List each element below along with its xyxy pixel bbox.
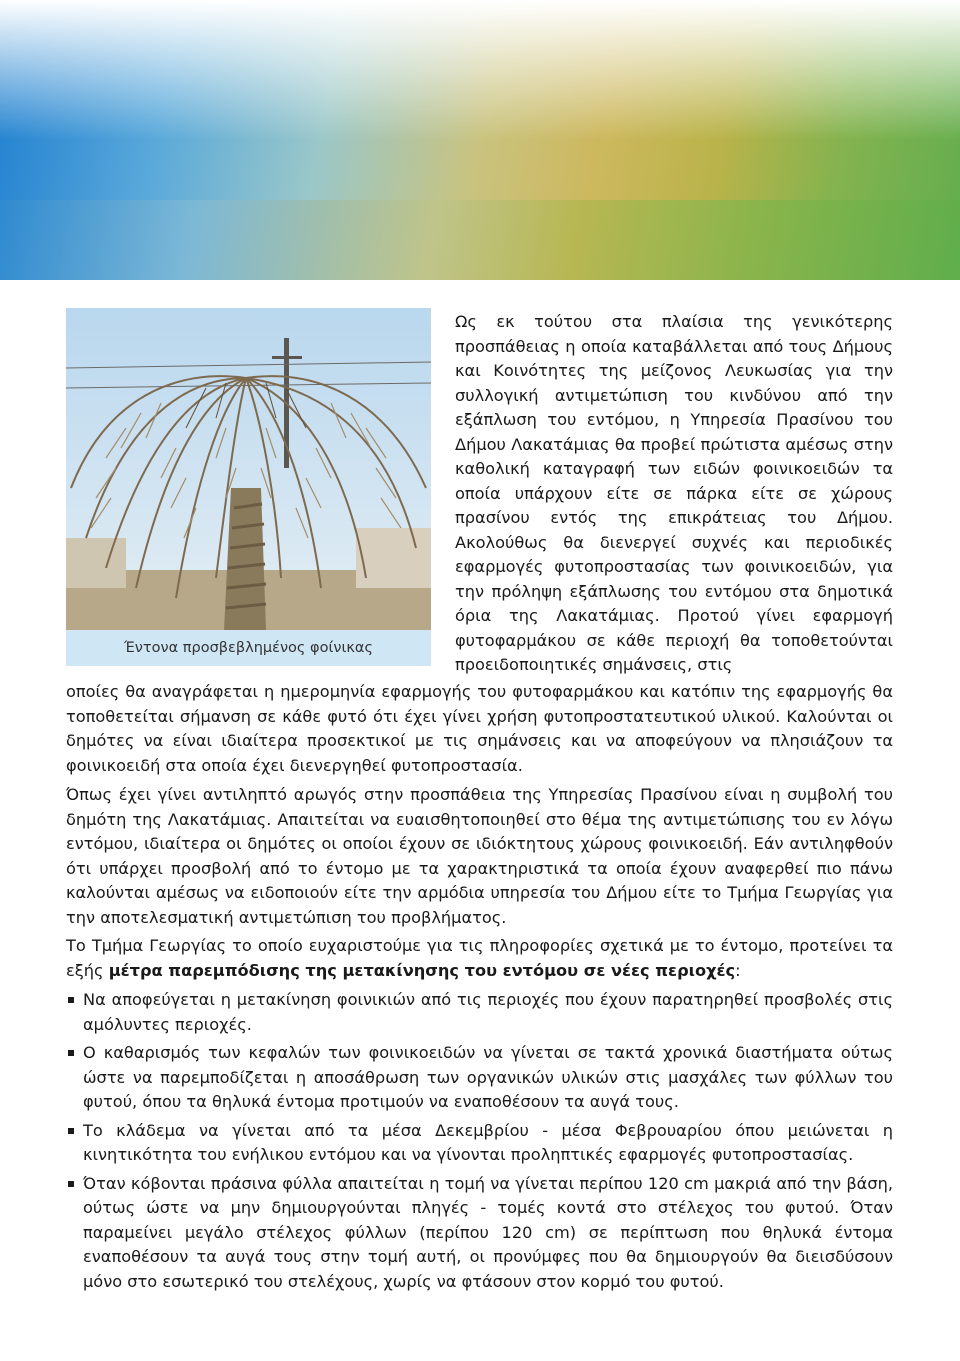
paragraph-text: οποίες θα αναγράφεται η ημερομηνία εφαρμογής του φυτοφαρμάκου και κατόπιν της εφαρμογής θα τοποθετείται σήμανση σε κάθε φυτό ότι έχει γίνει χρήση φυτοπροστατευτικού υλικού. Καλούνται οι δημότες να είναι ιδιαίτερα προσεκτικοί με τις σημάνσεις και να αποφεύγουν να πλησιάζουν τα φοινικοειδή στα οποία έχει διενεργηθεί φυτοπροστασία. — [66, 682, 893, 775]
list-item-text: Ο καθαρισμός των κεφαλών των φοινικοειδών να γίνεται σε τακτά χρονικά διαστήματα ούτως ώστε να παρεμποδίζεται η αποσάθρωση των οργανικών υλικών στις μασχάλες των φύλλων του φυτού, όπου τα θηλυκά έντομα προτιμούν να εναποθέσουν τα αυγά τους. — [83, 1043, 893, 1111]
palm-photo-figure — [66, 308, 431, 666]
list-item-text: Να αποφεύγεται η μετακίνηση φοινικιών από τις περιοχές που έχουν παρατηρηθεί προσβολές στις αμόλυντες περιοχές. — [83, 990, 893, 1034]
intro-text: Το Τμήμα Γεωργίας το οποίο ευχαριστούμε για τις πληροφορίες σχετικά με το έντομο, προτείνει τα εξής — [66, 936, 893, 980]
list-item — [66, 1041, 893, 1115]
infested-palm-image — [66, 308, 431, 630]
paragraph-text: Ως εκ τούτου στα πλαίσια της γενικότερης προσπάθειας η οποία καταβάλλεται από τους Δήμους και Κοινότητες της μείζονος Λευκωσίας για την συλλογική αντιμετώπιση του κινδύνου από την εξάπλωση του εντόμου, η Υπηρεσία Πρασίνου του Δήμου Λακατάμιας θα προβεί πρώτιστα αμέσως στην καθολική καταγραφή των ειδών φοινικοειδών τα οποία υπάρχουν είτε σε πάρκα είτε σε χώρους πρασίνου εντός της επικράτειας του Δήμου. Ακολούθως θα διενεργεί συχνές και περιοδικές εφαρμογές φυτοπροστασίας των φοινικοειδών, για την πρόληψη εξάπλωσης του εντόμου στα δημοτικά όρια της Λακατάμιας. Προτού γίνει εφαρμογή φυτοφαρμάκου σε κάθε περιοχή θα τοποθετούνται προειδοποιητικές σημάνσεις, στις — [455, 312, 893, 674]
bullet-icon — [68, 1050, 74, 1056]
continuation-paragraph — [66, 680, 893, 778]
list-item-text: Όταν κόβονται πράσινα φύλλα απαιτείται η τομή να γίνεται περίπου 120 cm μακριά από την βάση, ούτως ώστε να μην δημιουργούνται πληγές - τομές κοντά στο στέλεχος του φυτού. Όταν παραμείνει μεγάλο στέλεχος φύλλων (περίπου 120 cm) σε περίπτωση που θηλυκά έντομα εναποθέσουν τα αυγά τους στην τομή αυτή, οι προνύμφες που θα δημιουργούν θα διεισδύσουν μόνο στο εσωτερικό του στελέχους, χωρίς να φτάσουν στον κορμό του φυτού. — [83, 1173, 893, 1291]
photo-caption: Έντονα προσβεβλημένος φοίνικας — [66, 630, 431, 666]
bullet-icon — [68, 1128, 74, 1134]
bullet-icon — [68, 997, 74, 1003]
bullet-icon — [68, 1181, 74, 1187]
column-paragraph — [455, 310, 893, 678]
measures-intro-paragraph — [66, 934, 893, 983]
list-item — [66, 988, 893, 1037]
paragraph-text — [66, 934, 893, 983]
list-item — [66, 1119, 893, 1168]
measures-heading: μέτρα παρεμπόδισης της μετακίνησης του εντόμου σε νέες περιοχές — [108, 960, 736, 980]
paragraph-text: Όπως έχει γίνει αντιληπτό αρωγός στην προσπάθεια της Υπηρεσίας Πρασίνου είναι η συμβολή του δημότη της Λακατάμιας. Απαιτείται να ευαισθητοποιηθεί στο θέμα της αντιμετώπισης του εν λόγω εντόμου, ιδιαίτερα οι δημότες οι οποίοι έχουν σε ιδιόκτητους χώρους φοινικοειδή. Εάν αντιληφθούν ότι υπάρχει προσβολή από το έντομο με τα χαρακτηριστικά τα οποία έχουν αναφερθεί πιο πάνω καλούνται αμέσως να ειδοποιούν είτε την αρμόδια υπηρεσία του Δήμου είτε το Τμήμα Γεωργίας για την αποτελεσματική αντιμετώπιση του προβλήματος. — [66, 785, 893, 927]
list-item-text: Το κλάδεμα να γίνεται από τα μέσα Δεκεμβρίου - μέσα Φεβρουαρίου όπου μειώνεται η κινητικότητα του ενήλικου εντόμου και να γίνονται προληπτικές εφαρμογές φυτοπροστασίας. — [83, 1120, 893, 1164]
intro-end: : — [735, 960, 741, 980]
list-item — [66, 1172, 893, 1295]
header-gradient-band — [0, 0, 960, 280]
header-color-strip — [0, 200, 960, 280]
measures-list — [66, 988, 893, 1298]
citizen-role-paragraph — [66, 783, 893, 930]
